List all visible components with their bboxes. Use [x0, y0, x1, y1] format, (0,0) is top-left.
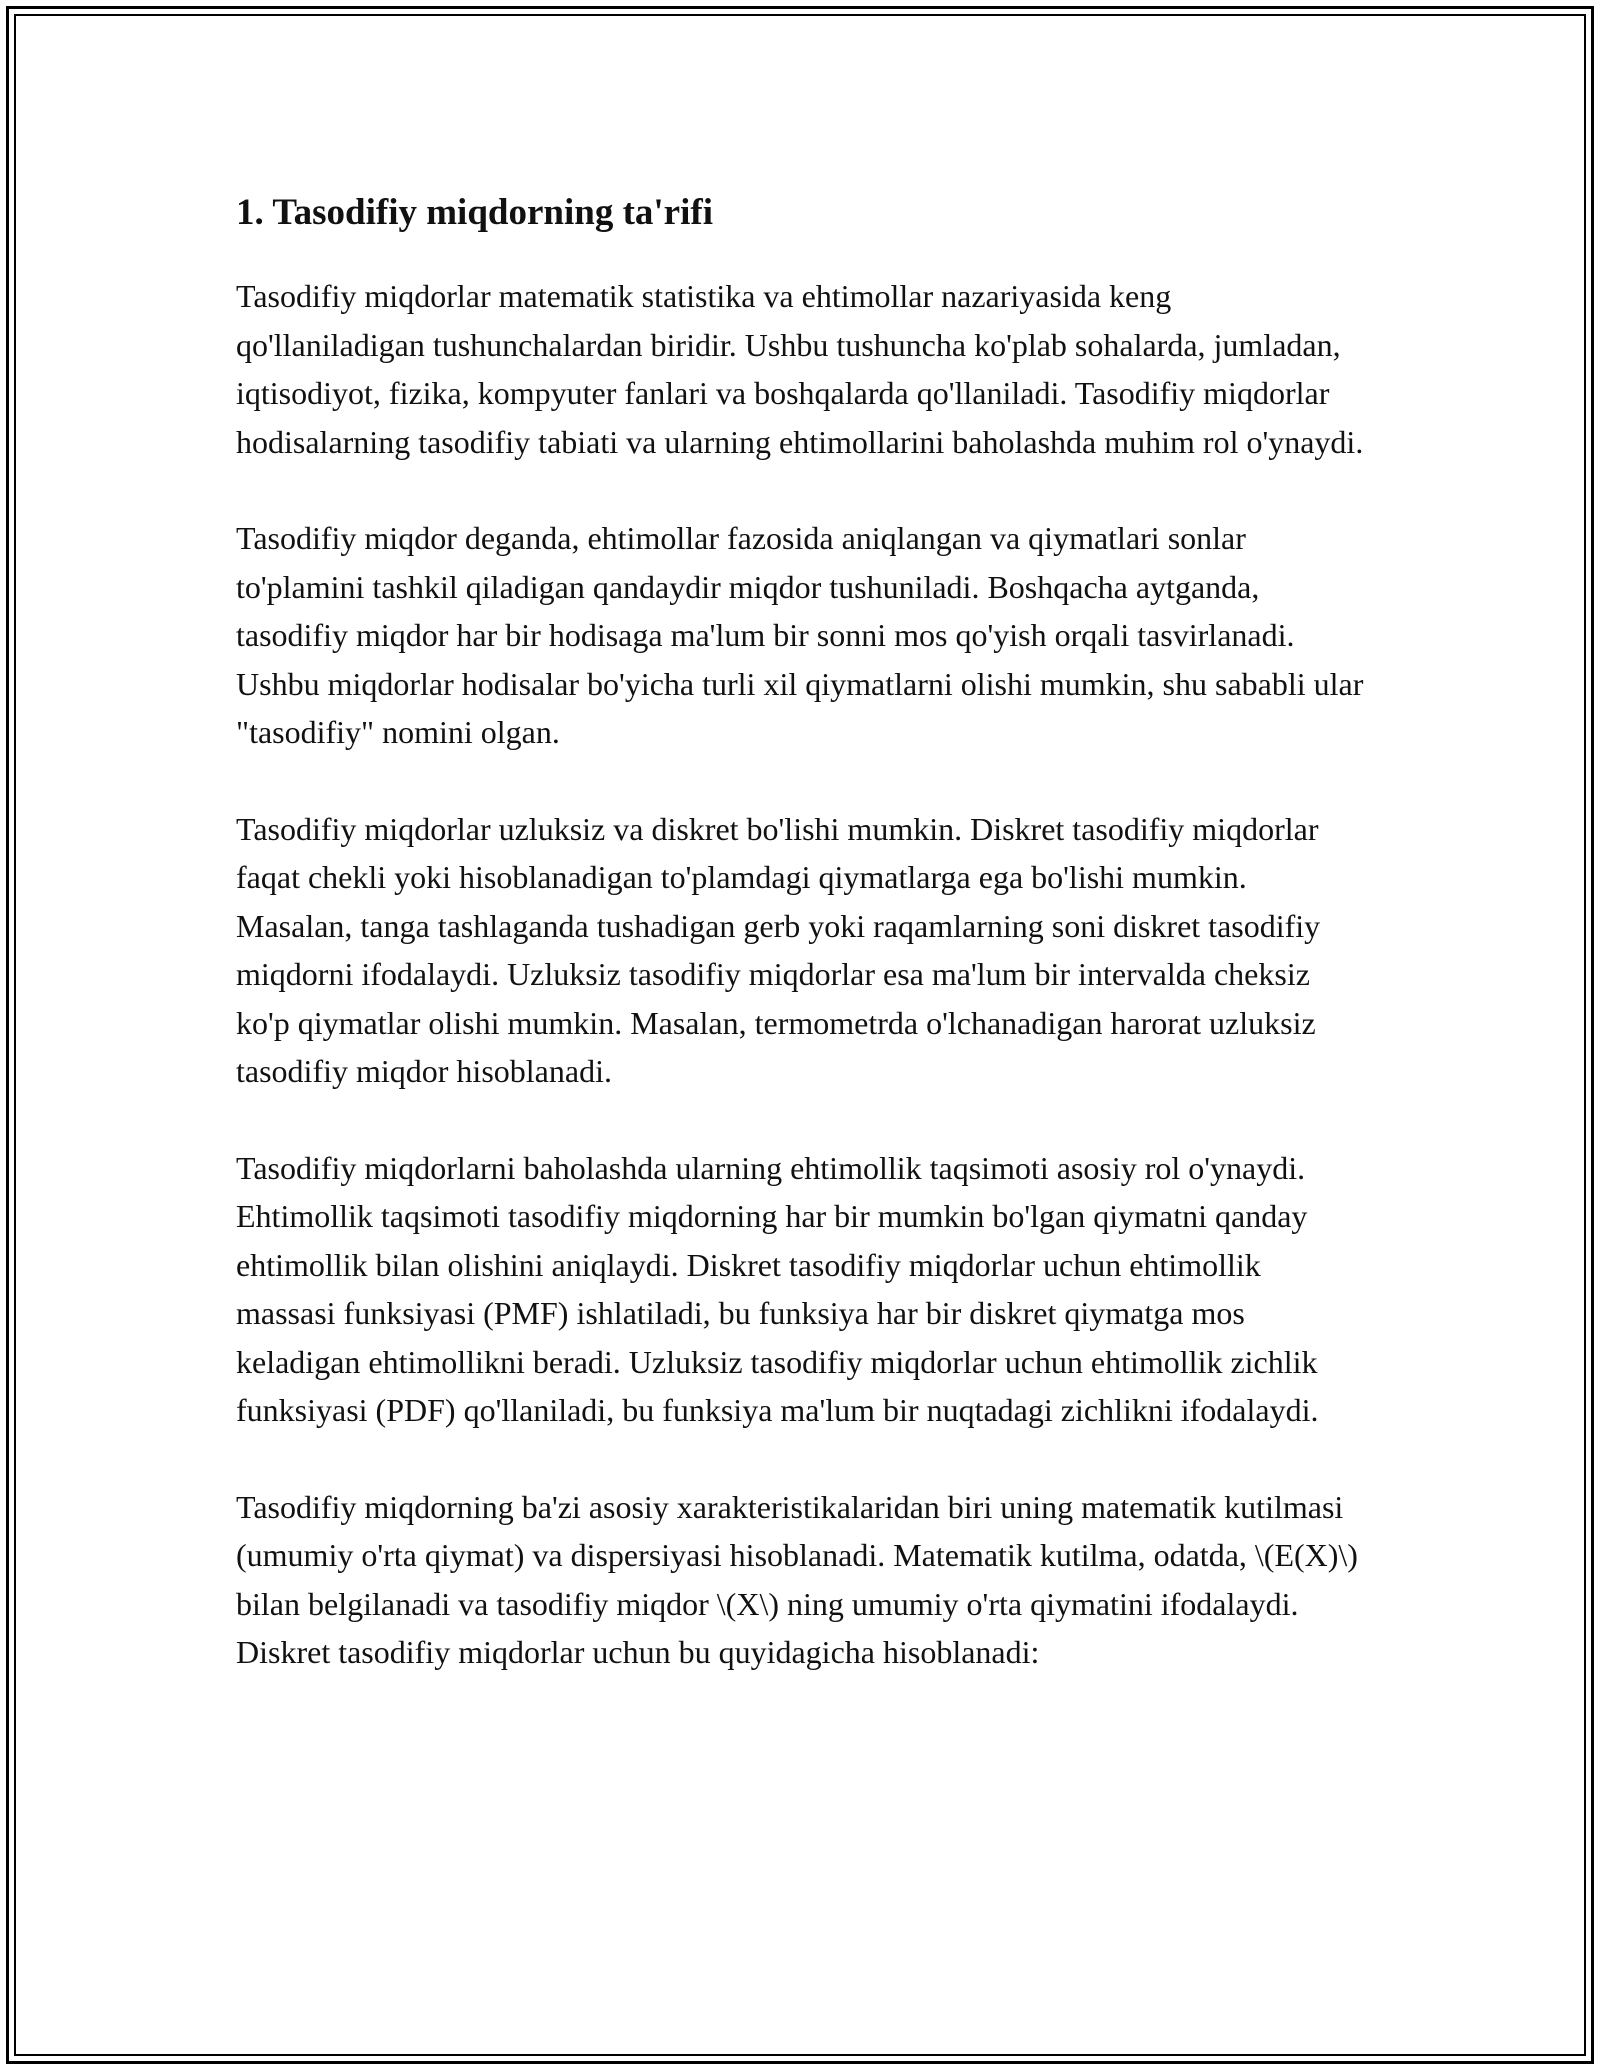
- section-heading: 1. Tasodifiy miqdorning ta'rifi: [236, 192, 713, 233]
- document-body: [236, 188, 1366, 1725]
- paragraph-1: Tasodifiy miqdorlar matematik statistika va ehtimollar nazariyasida keng qo'llaniladigan tushunchalardan biridir. Ushbu tushuncha ko'plab sohalarda, jumladan, iqtisodiyot, fizika, kompyuter fanlari va boshqalarda qo'llaniladi. Tasodifiy miqdorlar hodisalarning tasodifiy tabiati va ularning ehtimollarini baholashda muhim rol o'ynaydi.: [236, 278, 1364, 460]
- paragraph-3: Tasodifiy miqdorlar uzluksiz va diskret bo'lishi mumkin. Diskret tasodifiy miqdorlar faqat chekli yoki hisoblanadigan to'plamdagi qiymatlarga ega bo'lishi mumkin. Masalan, tanga tashlaganda tushadigan gerb yoki raqamlarning soni diskret tasodifiy miqdorni ifodalaydi. Uzluksiz tasodifiy miqdorlar esa ma'lum bir intervalda cheksiz ko'p qiymatlar olishi mumkin. Masalan, termometrda o'lchanadigan harorat uzluksiz tasodifiy miqdor hisoblanadi.: [236, 810, 1321, 1089]
- paragraph-5: Tasodifiy miqdorning ba'zi asosiy xarakteristikalaridan biri uning matematik kutilmasi (umumiy o'rta qiymat) va dispersiyasi hisoblanadi. Matematik kutilma, odatda, \(E(X)\) bilan belgilanadi va tasodifiy miqdor \(X\) ning umumiy o'rta qiymatini ifodalaydi. Diskret tasodifiy miqdorlar uchun bu quyidagicha hisoblanadi:: [236, 1488, 1358, 1670]
- paragraph-2: Tasodifiy miqdor deganda, ehtimollar fazosida aniqlangan va qiymatlari sonlar to'plamini tashkil qiladigan qandaydir miqdor tushuniladi. Boshqacha aytganda, tasodifiy miqdor har bir hodisaga ma'lum bir sonni mos qo'yish orqali tasvirlanadi. Ushbu miqdorlar hodisalar bo'yicha turli xil qiymatlarni olishi mumkin, shu sababli ular "tasodifiy" nomini olgan.: [236, 520, 1364, 750]
- paragraph-4: Tasodifiy miqdorlarni baholashda ularning ehtimollik taqsimoti asosiy rol o'ynaydi. Ehtimollik taqsimoti tasodifiy miqdorning har bir mumkin bo'lgan qiymatni qanday ehtimollik bilan olishini aniqlaydi. Diskret tasodifiy miqdorlar uchun ehtimollik massasi funksiyasi (PMF) ishlatiladi, bu funksiya har bir diskret qiymatga mos keladigan ehtimollikni beradi. Uzluksiz tasodifiy miqdorlar uchun ehtimollik zichlik funksiyasi (PDF) qo'llaniladi, bu funksiya ma'lum bir nuqtadagi zichlikni ifodalaydi.: [236, 1149, 1319, 1428]
